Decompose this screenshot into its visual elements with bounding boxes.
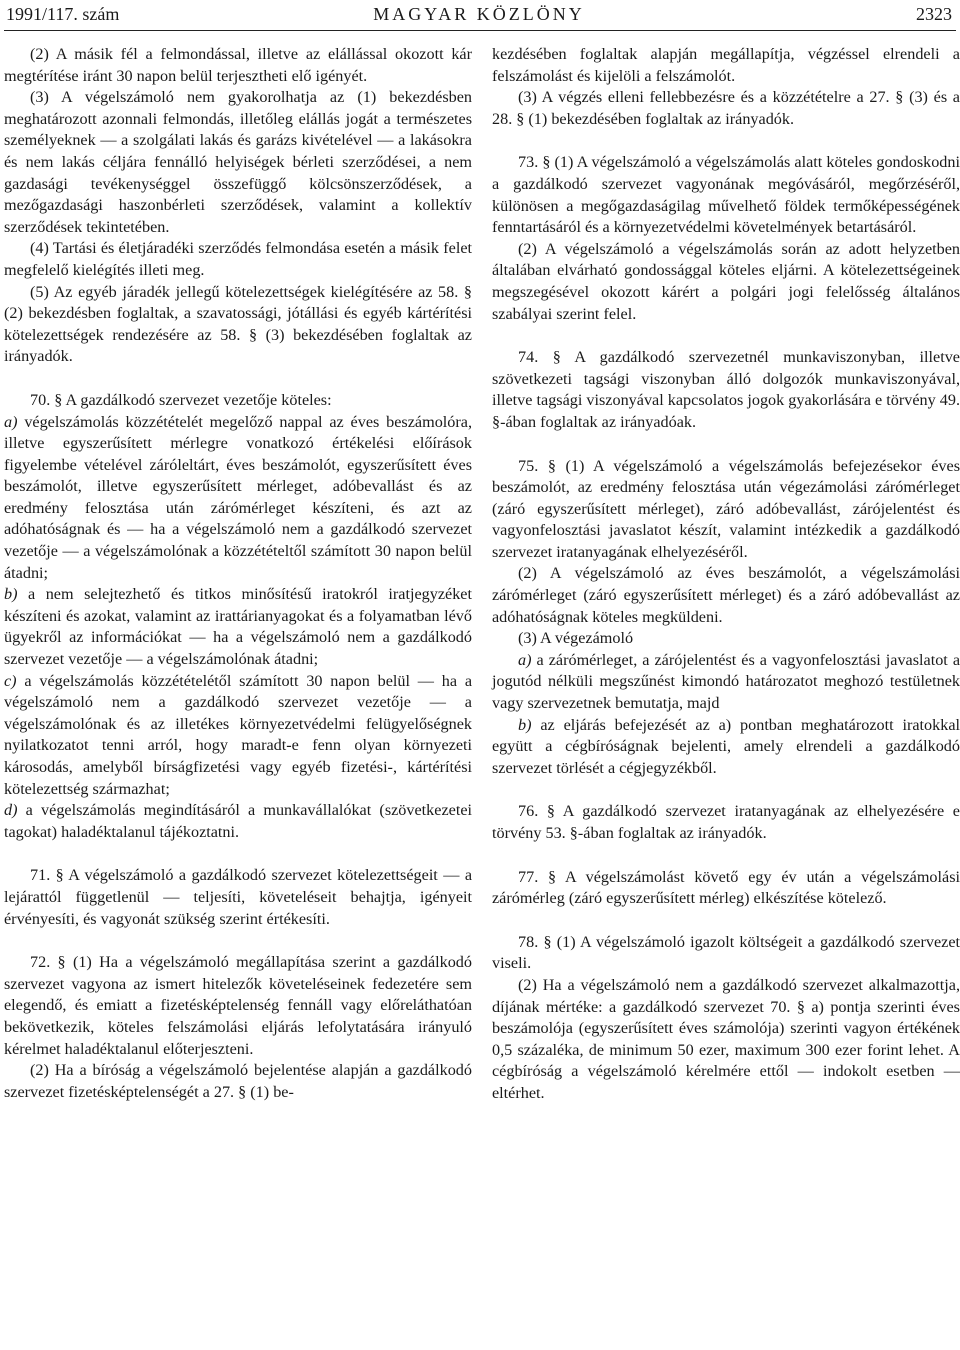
body-paragraph: (2) A másik fél a felmondással, illetve az elállással okozott kár megtérítése iránt 30 napon belül terjesztheti elő igényét.: [4, 45, 472, 85]
item-label: a): [518, 650, 537, 669]
section-paragraph: [492, 932, 960, 975]
body-paragraph: (5) Az egyéb járadék jellegű kötelezettségek kielégítésére az 58. § (2) bekezdésben foglaltak, a szavatossági, jótállási és egyéb kártérítési kötelezettségek rendezésére az 58. § (3) bekezdésében foglaltak az irányadók.: [4, 282, 472, 366]
section-paragraph: [4, 390, 472, 412]
item-text: a nem selejtezhető és titkos minősítésű iratokról iratjegyzéket készíteni és azokat, valamint az irattárianyagokat és a folyamatban lévő ügyekről az információkat — ha a végelszámoló nem a gazdálkodó szervezet vezetője — a végelszámolónak átadni;: [4, 585, 472, 669]
item-label: b): [4, 585, 28, 604]
body-paragraph: (2) A végelszámoló a végelszámolás során az adott helyzetben általában elvárható gondossággal köteles eljárni. A kötelezettségeinek megszegésével okozott kárért a polgári jogi felelősség általános szabályai szerint felel.: [492, 239, 960, 323]
body-paragraph: (3) A végelszámoló nem gyakorolhatja az (1) bekezdésben meghatározott azonnali felmondás, illetőleg elállás jogát a természetes személyeknek — a szolgálati lakás és garázs kivételével — a lakásokra és nem lakás céljára fennálló helyiségek bérleti szerződései, a nem gazdasági tevékenységgel összefüggő kölcsönszerződések, a mezőgazdasági haszonbérleti szerződések, valamint a kollektív szerződések tekintetében.: [4, 88, 472, 236]
section-paragraph: [492, 347, 960, 433]
list-item: [4, 800, 472, 843]
section-text: § A gazdálkodó szervezet iratanyagának az elhelyezésére e törvény 53. §-ában foglaltak az irányadók.: [492, 802, 960, 842]
section-number: 72.: [30, 953, 58, 972]
section-paragraph: [492, 152, 960, 238]
section-number: 70.: [30, 390, 55, 409]
body-paragraph: (4) Tartási és életjáradéki szerződés felmondása esetén a másik felet megfelelő kielégítés illeti meg.: [4, 239, 472, 279]
section-text: § A végelszámolást követő egy év után a végelszámolási zárómérleg (záró egyszerűsített mérleg) elkészítése kötelező.: [492, 867, 960, 908]
page-header: [6, 2, 952, 32]
section-number: 71.: [30, 866, 56, 885]
section-text: § (1) Ha a végelszámoló megállapítása szerint a gazdálkodó szervezet vagyona az ismert hitelezők követeléseinek fedezetére sem elegendő, és emiatt a fizetésképtelenség fennáll vagy előreláthatóan bekövetkezik, köteles felszámolási eljárás lefolytatására irányuló kérelmet haladéktalanul előterjeszteni.: [4, 953, 472, 1058]
section-text: § A végelszámoló a gazdálkodó szervezet kötelezettségeit — a lejárattól függetlenül — teljesíti, követeléseit behajtja, igényeit érvényesíti, és vagyonát szükség szerint értékesíti.: [4, 866, 473, 928]
body-paragraph: (2) A végelszámoló az éves beszámolót, a végelszámolási zárómérleget (záró egyszerűsített mérleget) és a záró adóbevallást az adóhatóságnak köteles megküldeni.: [492, 564, 960, 626]
section-text: § (1) A végelszámoló a végelszámolás alatt köteles gondoskodni a gazdálkodó szervezet vagyonának megóvásáról, megőrzéséről, különösen a megőgazdaságilag művelhető földek termőképességének fenntartásáról és a környezetvédelmi követelmények betartásáról.: [492, 153, 960, 237]
section-paragraph: [4, 865, 472, 930]
section-number: 74.: [518, 348, 553, 367]
section-text: § A gazdálkodó szervezet vezetője köteles:: [54, 390, 332, 409]
section-number: 78.: [518, 932, 544, 951]
body-paragraph: (2) Ha a bíróság a végelszámoló bejelentése alapján a gazdálkodó szervezet fizetésképtelenségét a 27. § (1) be-: [4, 1061, 472, 1101]
journal-title: MAGYAR KÖZLÖNY: [373, 4, 585, 24]
section-number: 77.: [518, 867, 549, 886]
list-item: [4, 671, 472, 801]
section-paragraph: [4, 952, 472, 1060]
right-column: [492, 44, 960, 1105]
section-text: § (1) A végelszámoló a végelszámolás befejezésekor éves beszámolót, az eredmény felosztása után végezámolási zárómérleget (záró egyszerűsített mérleget), záró adóbevallást, zárójelentést és vagyonfelosztási javaslatot készít, valamint intézkedik a gazdálkodó szervezet iratanyagának elhelyezéséről.: [492, 456, 960, 561]
item-label: a): [4, 412, 25, 431]
list-item: [4, 584, 472, 670]
body-paragraph: kezdésében foglaltak alapján megállapítja, végzéssel elrendeli a felszámolást és kijelöli a felszámolót.: [492, 45, 960, 85]
section-number: 76.: [518, 802, 547, 821]
issue-number: 1991/117. szám: [6, 4, 120, 24]
section-text: § (1) A végelszámoló igazolt költségeit a gazdálkodó szervezet viseli.: [492, 932, 960, 973]
item-text: az eljárás befejezését az a) pontban meghatározott iratokkal együtt a cégbíróságnak bejelenti, amely elrendeli a gazdálkodó szervezet törlését a cégjegyzékből.: [492, 715, 960, 777]
item-label: c): [4, 671, 25, 690]
item-text: végelszámolás közzétételét megelőző nappal az éves beszámolóra, illetve egyszerűsített mérlegre vonatkozó értékelési előírások figyelembe vételével záróleltárt, éves beszámolót, egyszerűsített éves beszámolót, illetve egyszerűsített mérleget, adóbevallást és az eredmény felosztása után zárómérleget készíteni, és azt az adóhatóságnak és — ha a végelszámoló nem a gazdálkodó szervezet vezetője — a végelszámolónak a közzétételtől számított 30 napon belül átadni;: [4, 412, 472, 582]
list-item: [4, 412, 472, 585]
section-number: 73.: [518, 153, 543, 172]
body-paragraph: (3) A végezámoló: [518, 629, 634, 648]
item-text: a végelszámolás megindításáról a munkavállalókat (szövetkezetei tagokat) haladéktalanul tájékoztatni.: [4, 801, 472, 841]
section-text: § A gazdálkodó szervezetnél munkaviszonyban, illetve szövetkezeti tagsági viszonyban álló dolgozók munkaviszonyával, illetve tagsági viszonyával kapcsolatos jogok gyakorlására e törvény 49. §-ában foglaltak az irányadóak.: [492, 348, 960, 431]
item-text: a végelszámolás közzétételétől számított 30 napon belül — ha a végelszámoló nem a gazdálkodó szervezet vezetője — a végelszámolónak és az illetékes környezetvédelmi felügyelőségnek nyilatkozatot tenni arról, hogy maradt-e fenn olyan környezeti károsodás, amelyből bírságfizetési vagy egyéb fizetési-, kártérítési kötelezettség származhat;: [4, 671, 473, 798]
list-item: [492, 715, 960, 780]
body-paragraph: (3) A végzés elleni fellebbezésre és a közzétételre a 27. § (3) és a 28. § (1) bekezdésében foglaltak az irányadók.: [492, 88, 960, 128]
page-number: 2323: [916, 4, 952, 24]
section-number: 75.: [518, 456, 548, 475]
left-column: [4, 44, 472, 1103]
body-paragraph: (2) Ha a végelszámoló nem a gazdálkodó szervezet alkalmazottja, díjának mértéke: a gazdálkodó szervezet 70. § a) pontja szerinti éves beszámolója (egyszerűsített éves számolója) szerinti vagyon értékének 0,5 százaléka, de minimum 50 ezer, maximum 300 ezer forint lehet. A cégbíróság a végelszámoló kérelmére ettől — indokolt esetben — eltérhet.: [492, 975, 960, 1102]
list-item: [492, 650, 960, 715]
item-text: a zárómérleget, a zárójelentést és a vagyonfelosztási javaslatot a jogutód nélküli megszűnést kimondó határozatot meghozó testületnek vagy szervezetnek bemutatja, majd: [492, 650, 960, 713]
section-paragraph: [492, 456, 960, 564]
item-label: b): [518, 715, 541, 734]
section-paragraph: [492, 867, 960, 910]
header-rule: [4, 30, 956, 31]
section-paragraph: [492, 801, 960, 844]
item-label: d): [4, 801, 26, 820]
